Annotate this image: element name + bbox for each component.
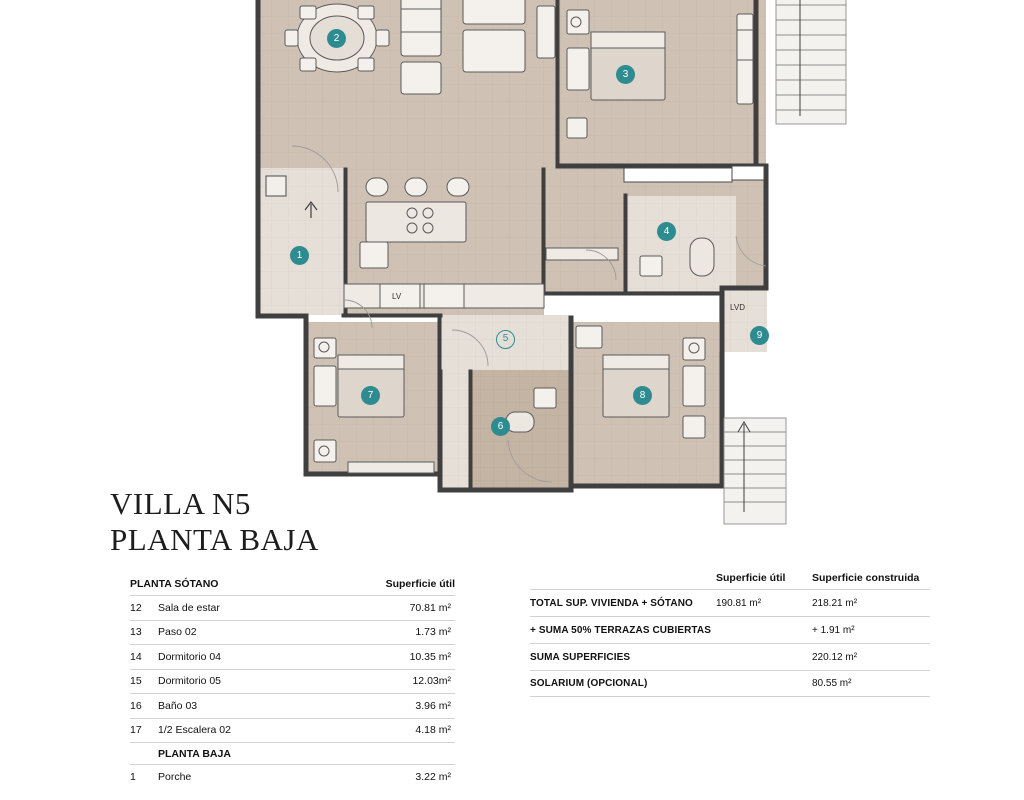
title-floor: PLANTA BAJA [110,522,319,557]
row-name: Sala de estar [158,601,220,614]
table-row [130,764,455,789]
header-superficie-construida: Superficie construida [812,572,920,584]
header-superficie-util: Superficie útil [385,578,455,590]
row-value: 4.18 m² [415,724,451,737]
table-row [130,693,455,718]
row-construida: 80.55 m² [812,678,852,689]
room-marker-9: 9 [750,326,769,345]
table-left-header [130,578,455,595]
row-number: 1 [130,770,136,783]
row-number: 17 [130,724,142,737]
header-superficie-util: Superficie útil [716,572,786,584]
table-row [130,669,455,694]
row-number: 14 [130,650,142,663]
room-marker-2: 2 [327,29,346,48]
row-name: Porche [158,770,192,783]
room-marker-8: 8 [633,386,652,405]
row-construida: 220.12 m² [812,651,858,663]
table-right-header [530,572,930,589]
stairs-upper-right [776,0,846,124]
row-label: SOLARIUM (OPCIONAL) [530,678,648,689]
row-util: 190.81 m² [716,597,762,609]
row-value: 3.96 m² [415,699,451,712]
room-marker-6: 6 [491,417,510,436]
row-value: 10.35 m² [409,650,451,663]
row-label: TOTAL SUP. VIVIENDA + SÓTANO [530,597,693,609]
room-marker-4: 4 [657,222,676,241]
row-construida: + 1.91 m² [812,624,855,636]
header-planta-sotano: PLANTA SÓTANO [130,578,219,590]
row-number: 13 [130,626,142,639]
surface-area-table-right [530,572,930,697]
table-row [530,643,930,670]
room-marker-1: 1 [290,246,309,265]
row-name: Baño 03 [158,699,198,712]
table-section-header-planta-baja [130,742,455,764]
title-villa: VILLA N5 [110,486,251,521]
row-name: Paso 02 [158,626,197,639]
row-value: 70.81 m² [409,601,451,614]
row-name: 1/2 Escalera 02 [158,724,231,737]
table-row [530,616,930,643]
row-number: 16 [130,699,142,712]
row-value: 12.03m² [412,675,451,688]
table-row [130,595,455,620]
page-title [110,486,319,558]
surface-area-table-left [130,578,455,789]
table-row [530,670,930,697]
row-name: Dormitorio 05 [158,675,222,688]
table-row [530,589,930,616]
row-number: 12 [130,601,142,614]
room-marker-5: 5 [496,330,515,349]
table-row [130,620,455,645]
header-spacer [530,572,716,584]
appliance-label-lvd: LVD [730,303,745,312]
table-row [130,644,455,669]
row-value: 1.73 m² [415,626,451,639]
section-label: PLANTA BAJA [158,747,231,760]
row-value: 3.22 m² [415,770,451,783]
appliance-label-lv: LV [392,292,402,301]
row-construida: 218.21 m² [812,597,858,609]
room-marker-3: 3 [616,65,635,84]
row-label: SUMA SUPERFICIES [530,651,631,663]
row-label: + SUMA 50% TERRAZAS CUBIERTAS [530,624,711,636]
stairs-lower-right [724,418,786,524]
room-marker-7: 7 [361,386,380,405]
row-name: Dormitorio 04 [158,650,222,663]
row-number: 15 [130,675,142,688]
table-row [130,718,455,743]
